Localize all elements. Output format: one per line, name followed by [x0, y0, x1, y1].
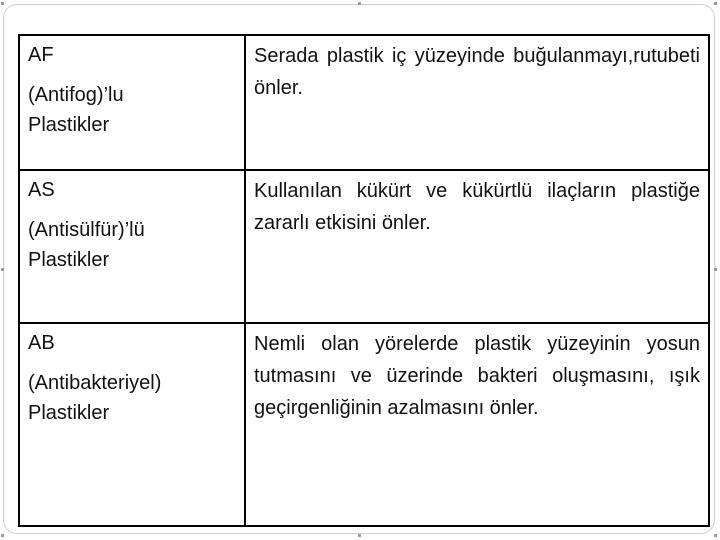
plastic-description-cell	[245, 170, 709, 323]
middle-right-handle	[714, 268, 717, 271]
plastic-full-name: (Antibakteriyel)	[28, 372, 162, 394]
plastic-full-name: (Antisülfür)’lü	[28, 219, 145, 241]
middle-left-handle	[1, 268, 4, 271]
plastic-description-cell	[245, 35, 709, 170]
plastic-code: AS	[28, 179, 55, 201]
bottom-left-handle	[1, 534, 4, 537]
plastic-code: AB	[28, 332, 55, 354]
plastic-types-table	[18, 34, 710, 527]
top-center-handle	[358, 2, 361, 5]
plastic-name-cell	[19, 35, 245, 170]
plastic-name-cell	[19, 170, 245, 323]
plastic-description-cell	[245, 323, 709, 526]
plastic-code: AF	[28, 44, 54, 66]
top-left-handle	[1, 2, 4, 5]
bottom-center-handle	[358, 534, 361, 537]
bottom-right-handle	[714, 534, 717, 537]
plastic-type-label: Plastikler	[28, 249, 110, 271]
plastic-name-cell	[19, 323, 245, 526]
plastic-type-label: Plastikler	[28, 402, 110, 424]
plastic-full-name: (Antifog)’lu	[28, 84, 124, 106]
plastic-description: Serada plastik iç yüzeyinde buğulanmayı,rutubeti önler.	[254, 45, 700, 99]
top-right-handle	[714, 2, 717, 5]
table-row	[19, 35, 709, 170]
table-row	[19, 170, 709, 323]
table-row	[19, 323, 709, 526]
plastic-type-label: Plastikler	[28, 114, 110, 136]
plastic-description: Nemli olan yörelerde plastik yüzeyinin yosun tutmasını ve üzerinde bakteri oluşmasını, ışık geçirgenliğinin azalmasını önler.	[254, 333, 700, 419]
plastic-description: Kullanılan kükürt ve kükürtlü ilaçların plastiğe zararlı etkisini önler.	[254, 180, 700, 234]
